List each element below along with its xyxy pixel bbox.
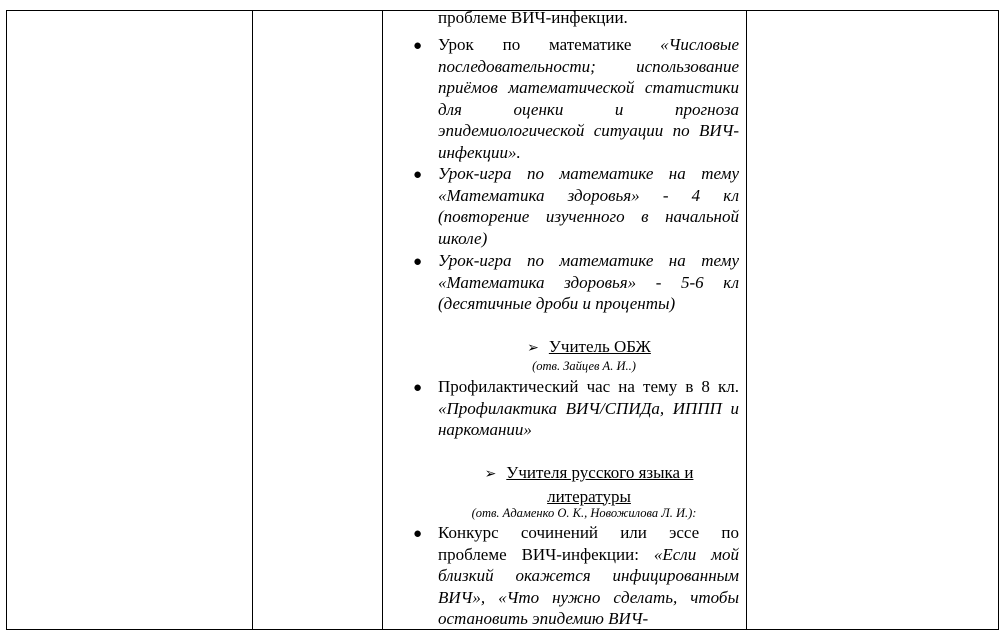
table-cell-content (384, 0, 744, 631)
list-item-prefix: Профилактический час на тему в 8 кл. (438, 377, 739, 396)
section-heading-text-line2: литературы (547, 486, 631, 506)
table-border-col3 (746, 10, 747, 630)
list-item-italic: Урок-игра по математике на тему «Математика здоровья» - 5-6 кл (десятичные дроби и проценты) (438, 251, 739, 314)
list-item-math-game-4 (438, 163, 739, 249)
bullet-icon: ● (413, 38, 423, 54)
list-item-essay-contest (438, 522, 739, 630)
section-heading-text: Учитель ОБЖ (548, 337, 651, 356)
list-item-italic: «Если мой близкий окажется инфицированным ВИЧ», «Что нужно сделать, чтобы остановить эпидемию ВИЧ- (438, 544, 739, 629)
table-border-col1 (252, 10, 253, 630)
list-item-prefix: Урок по математике (438, 35, 661, 54)
list-item-prefix: Конкурс сочинений или эссе по проблеме ВИЧ-инфекции: (438, 523, 739, 564)
section-heading-text-line1: Учителя русского языка и (506, 463, 694, 482)
section-heading-russian (424, 462, 744, 507)
section-responsible-russian (414, 505, 744, 521)
list-item-italic: «Профилактика ВИЧ/СПИДа, ИППП и наркомании» (438, 398, 739, 440)
arrow-bullet-icon: ➢ (484, 467, 497, 482)
table-border-right (998, 10, 999, 630)
list-item-obzh (438, 376, 739, 441)
list-item-math-game-56 (438, 250, 739, 315)
arrow-bullet-icon: ➢ (527, 341, 539, 356)
table-border-col2 (382, 10, 383, 630)
list-item-italic: Урок-игра по математике на тему «Математика здоровья» - 4 кл (повторение изученного в начальной школе) (438, 164, 739, 248)
section-heading-obzh (424, 336, 744, 360)
list-item-math-lesson (438, 34, 739, 164)
bullet-icon: ● (413, 167, 423, 183)
table-border-left (6, 10, 7, 630)
continued-text: проблеме ВИЧ-инфекции. (438, 8, 628, 27)
section-responsible-obzh: (отв. Зайцев А. И..) (532, 359, 636, 373)
bullet-icon: ● (413, 380, 423, 396)
bullet-icon: ● (413, 526, 423, 542)
bullet-icon: ● (413, 254, 423, 270)
list-item-italic: «Числовые последовательности; использование приёмов математической статистики для оценки и прогноза эпидемиологической ситуации по ВИЧ-инфекции». (438, 35, 739, 162)
responsible-text: (отв. Адаменко О. К., Новожилова Л. И.): (471, 506, 697, 520)
